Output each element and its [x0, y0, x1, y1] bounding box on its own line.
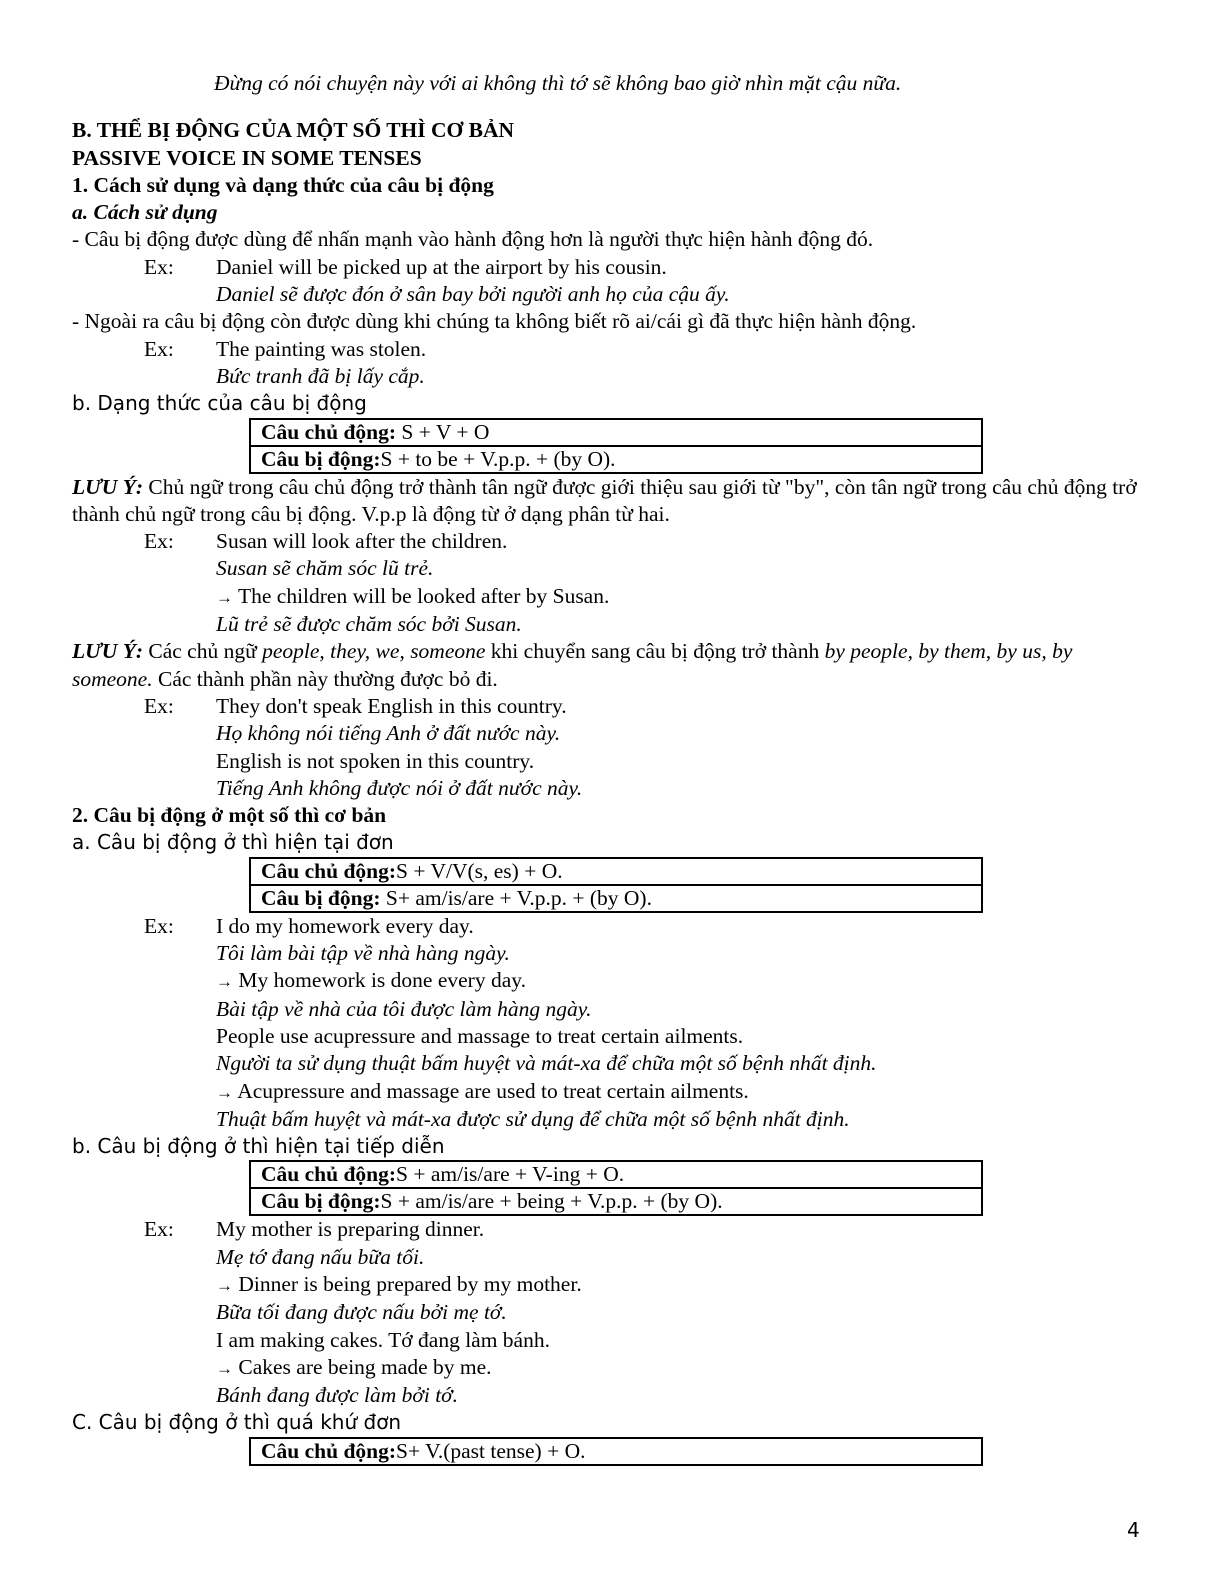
example-passive-en: → The children will be looked after by Susan.	[216, 583, 610, 608]
section-b-title-vi: B. THỂ BỊ ĐỘNG CỦA MỘT SỐ THÌ CƠ BẢN	[72, 118, 515, 143]
example-label: Ex:	[144, 336, 174, 361]
example-label: Ex:	[144, 254, 174, 279]
usage-2: - Ngoài ra câu bị động còn được dùng khi chúng ta không biết rõ ai/cái gì đã thực hiện hành động.	[72, 309, 917, 334]
arrow-icon: →	[216, 972, 233, 992]
formula-active: Câu chủ động:S + am/is/are + V-ing + O.	[261, 1162, 625, 1187]
example-passive-en: → Cakes are being made by me.	[216, 1354, 492, 1379]
formula-active: Câu chủ động:S + V/V(s, es) + O.	[261, 858, 563, 883]
formula-box	[249, 1437, 983, 1466]
part1-sub-a: a. Cách sử dụng	[72, 200, 218, 225]
example-passive-vi: Bánh đang được làm bởi tớ.	[216, 1383, 459, 1408]
example-label: Ex:	[144, 529, 174, 554]
part2-heading: 2. Câu bị động ở một số thì cơ bản	[72, 803, 387, 828]
document-page	[72, 70, 1152, 1466]
section-b-title-en: PASSIVE VOICE IN SOME TENSES	[72, 145, 422, 170]
example-label: Ex:	[144, 913, 174, 938]
formula-box	[249, 857, 983, 913]
arrow-icon: →	[216, 587, 233, 607]
example-label: Ex:	[144, 693, 174, 718]
note-2: LƯU Ý: Các chủ ngữ people, they, we, someone khi chuyển sang câu bị động trở thành by people, by them, by us, by someone. Các thành phần này thường được bỏ đi.	[72, 639, 1073, 691]
formula-passive: Câu bị động:S + to be + V.p.p. + (by O).	[251, 445, 981, 472]
example-en: I am making cakes. Tớ đang làm bánh.	[216, 1327, 550, 1352]
example-row	[72, 913, 1152, 940]
formula-active: Câu chủ động:S+ V.(past tense) + O.	[261, 1438, 586, 1463]
usage-1: - Câu bị động được dùng để nhấn mạnh vào hành động hơn là người thực hiện hành động đó.	[72, 227, 874, 252]
example-passive-vi: Thuật bấm huyệt và mát-xa được sử dụng để chữa một số bệnh nhất định.	[216, 1106, 850, 1131]
example-vi: Susan sẽ chăm sóc lũ trẻ.	[216, 556, 434, 581]
part1-heading: 1. Cách sử dụng và dạng thức của câu bị động	[72, 172, 494, 197]
part1-sub-b: b. Dạng thức của câu bị động	[72, 391, 367, 416]
top-line: Đừng có nói chuyện này với ai không thì tớ sẽ không bao giờ nhìn mặt cậu nữa.	[214, 71, 902, 95]
example-row	[72, 254, 1152, 281]
example-en: Susan will look after the children.	[216, 529, 508, 554]
example-en: My mother is preparing dinner.	[216, 1217, 485, 1242]
example-vi: Bức tranh đã bị lấy cắp.	[216, 363, 425, 388]
example-passive-en: English is not spoken in this country.	[216, 748, 535, 773]
example-passive-en: → Acupressure and massage are used to treat certain ailments.	[216, 1078, 749, 1103]
example-vi: Họ không nói tiếng Anh ở đất nước này.	[216, 721, 561, 746]
example-passive-vi: Lũ trẻ sẽ được chăm sóc bởi Susan.	[216, 612, 522, 637]
example-passive-en: → My homework is done every day.	[216, 968, 526, 993]
example-passive-vi: Bài tập về nhà của tôi được làm hàng ngày.	[216, 996, 592, 1021]
formula-passive: Câu bị động:S + am/is/are + being + V.p.p. + (by O).	[251, 1187, 981, 1214]
arrow-icon: →	[216, 1275, 233, 1295]
example-passive-en: → Dinner is being prepared by my mother.	[216, 1271, 582, 1296]
example-en: Daniel will be picked up at the airport by his cousin.	[216, 254, 667, 279]
example-row	[72, 528, 1152, 555]
example-row	[72, 336, 1152, 363]
part2-b-title: b. Câu bị động ở thì hiện tại tiếp diễn	[72, 1134, 445, 1159]
note-1: LƯU Ý: Chủ ngữ trong câu chủ động trở thành tân ngữ được giới thiệu sau giới từ "by", còn tân ngữ trong câu chủ động trở thành chủ ngữ trong câu bị động. V.p.p là động từ ở dạng phân từ hai.	[72, 474, 1137, 526]
example-row	[72, 1216, 1152, 1243]
formula-box	[249, 418, 983, 474]
example-vi: Tôi làm bài tập về nhà hàng ngày.	[216, 941, 510, 966]
formula-active: Câu chủ động: S + V + O	[261, 419, 490, 444]
example-row	[72, 693, 1152, 720]
example-en: People use acupressure and massage to treat certain ailments.	[216, 1023, 744, 1048]
example-vi: Người ta sử dụng thuật bấm huyệt và mát-xa để chữa một số bệnh nhất định.	[216, 1051, 877, 1076]
page-number: 4	[1127, 1518, 1140, 1542]
example-en: They don't speak English in this country.	[216, 693, 567, 718]
formula-passive: Câu bị động: S+ am/is/are + V.p.p. + (by O).	[251, 884, 981, 911]
example-passive-vi: Bữa tối đang được nấu bởi mẹ tớ.	[216, 1300, 507, 1325]
formula-box	[249, 1160, 983, 1216]
example-vi: Daniel sẽ được đón ở sân bay bởi người anh họ của cậu ấy.	[216, 282, 730, 307]
example-vi: Mẹ tớ đang nấu bữa tối.	[216, 1244, 425, 1269]
part2-c-title: C. Câu bị động ở thì quá khứ đơn	[72, 1410, 402, 1435]
arrow-icon: →	[216, 1358, 233, 1378]
example-en: The painting was stolen.	[216, 336, 427, 361]
example-passive-vi: Tiếng Anh không được nói ở đất nước này.	[216, 775, 583, 800]
example-label: Ex:	[144, 1217, 174, 1242]
part2-a-title: a. Câu bị động ở thì hiện tại đơn	[72, 830, 394, 855]
example-en: I do my homework every day.	[216, 913, 474, 938]
arrow-icon: →	[216, 1082, 233, 1102]
